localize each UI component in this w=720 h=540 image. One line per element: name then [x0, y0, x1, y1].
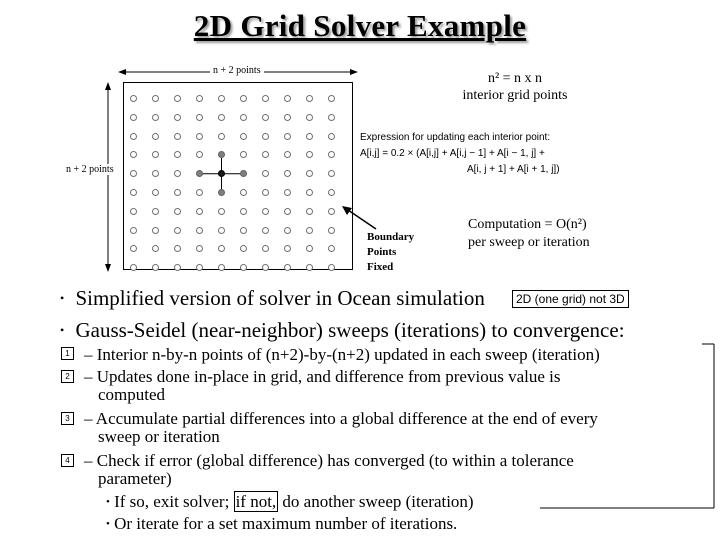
- grid-point: [284, 227, 291, 234]
- grid-point: [130, 227, 137, 234]
- grid-point: [240, 114, 247, 121]
- n2-label: [445, 70, 585, 104]
- bullet-gauss-seidel-text: Gauss-Seidel (near-neighbor) sweeps (iterations) to convergence:: [75, 318, 625, 342]
- grid-point: [240, 133, 247, 140]
- n2-line1: n² = n x n: [487, 71, 543, 86]
- grid-point: [196, 227, 203, 234]
- grid-point: [174, 208, 181, 215]
- left-dimension-arrow: [100, 82, 116, 272]
- side-bracket: [540, 340, 720, 540]
- formula-heading: Expression for updating each interior point:: [360, 132, 551, 143]
- grid-point: [262, 95, 269, 102]
- grid-point: [152, 114, 159, 121]
- computation-line1: Computation = O(n²): [468, 217, 587, 232]
- boundary-line1: Boundary: [367, 231, 415, 243]
- grid-point: [240, 227, 247, 234]
- boundary-line2: Points: [367, 246, 397, 258]
- left-dimension-label: n + 2 points: [66, 164, 114, 175]
- grid-point: [130, 208, 137, 215]
- grid-point: [196, 95, 203, 102]
- grid-point: [328, 189, 335, 196]
- grid-point: [306, 208, 313, 215]
- step-number-1: 1: [61, 347, 74, 360]
- grid-point: [174, 95, 181, 102]
- step-4: [84, 450, 574, 489]
- computation-line2: per sweep or iteration: [468, 235, 590, 250]
- grid-point: [218, 133, 225, 140]
- subpoint-dot: •: [106, 496, 110, 508]
- grid-point: [306, 133, 313, 140]
- grid-point: [328, 208, 335, 215]
- grid-point: [196, 189, 203, 196]
- grid-point: [174, 114, 181, 121]
- subpoint-exit-pre: If so, exit solver;: [114, 492, 230, 511]
- step-2-line1: – Updates done in-place in grid, and difference from previous value is: [84, 367, 561, 386]
- grid-point: [196, 133, 203, 140]
- subpoint-dot: •: [106, 518, 110, 530]
- grid-point: [152, 133, 159, 140]
- grid-point: [262, 133, 269, 140]
- computation-note: [468, 216, 590, 252]
- update-formula: [360, 130, 570, 178]
- grid-point: [306, 227, 313, 234]
- step-3-line2: sweep or iteration: [98, 427, 220, 446]
- step-3-line1: – Accumulate partial differences into a global difference at the end of every: [84, 409, 598, 428]
- formula-line2: A[i, j + 1] + A[i + 1, j]): [467, 164, 560, 175]
- grid-point: [306, 95, 313, 102]
- step-2: [84, 366, 560, 405]
- grid-point: [306, 189, 313, 196]
- grid-point: [174, 227, 181, 234]
- grid-point: [284, 189, 291, 196]
- grid-point: [196, 208, 203, 215]
- grid-point: [328, 227, 335, 234]
- bullet-gauss-seidel: [60, 318, 625, 342]
- grid-point: [284, 95, 291, 102]
- grid-point: [130, 189, 137, 196]
- boundary-line3: Fixed: [367, 261, 394, 273]
- subpoint-iterate-text: Or iterate for a set maximum number of iterations.: [114, 514, 458, 533]
- grid-point: [284, 133, 291, 140]
- grid-point: [284, 114, 291, 121]
- grid-point: [174, 189, 181, 196]
- top-dimension-label: n + 2 points: [210, 65, 264, 76]
- n2-line2: interior grid points: [462, 88, 568, 103]
- grid-point: [152, 208, 159, 215]
- grid-point: [262, 114, 269, 121]
- grid-point: [306, 114, 313, 121]
- grid-point: [328, 133, 335, 140]
- grid-point: [152, 189, 159, 196]
- 2d-grid-tag: 2D (one grid) not 3D: [512, 290, 629, 308]
- grid-point: [262, 227, 269, 234]
- grid-point: [262, 189, 269, 196]
- step-1: – Interior n-by-n points of (n+2)-by-(n+2) updated in each sweep (iteration): [84, 345, 600, 364]
- step-number-2: 2: [61, 370, 74, 383]
- grid-point: [240, 95, 247, 102]
- grid-point: [130, 114, 137, 121]
- if-not-highlight: if not,: [235, 492, 277, 511]
- boundary-label: [367, 230, 414, 275]
- step-3: [84, 408, 598, 447]
- step-4-line1: – Check if error (global difference) has converged (to within a tolerance: [84, 451, 574, 470]
- step-number-3: 3: [61, 412, 74, 425]
- bullet-ocean: [60, 286, 485, 310]
- grid-point: [218, 208, 225, 215]
- bullet-dot: •: [60, 291, 65, 305]
- grid-point: [328, 114, 335, 121]
- step-2-line2: computed: [98, 385, 166, 404]
- step-number-4: 4: [61, 454, 74, 467]
- grid-point: [218, 95, 225, 102]
- grid-point: [174, 133, 181, 140]
- grid-point: [130, 133, 137, 140]
- grid-point: [130, 95, 137, 102]
- subpoint-exit: [106, 491, 474, 513]
- grid-point: [218, 114, 225, 121]
- grid-point: [328, 95, 335, 102]
- bullet-ocean-text: Simplified version of solver in Ocean simulation: [75, 286, 485, 310]
- grid-point: [196, 114, 203, 121]
- grid-point: [152, 95, 159, 102]
- grid-point: [218, 189, 225, 196]
- grid-point: [240, 208, 247, 215]
- step-4-line2: parameter): [98, 469, 172, 488]
- slide-title: 2D Grid Solver Example: [193, 8, 527, 43]
- grid-point: [284, 208, 291, 215]
- grid-point: [152, 227, 159, 234]
- grid-point: [262, 208, 269, 215]
- subpoint-exit-post: do another sweep (iteration): [282, 492, 474, 511]
- grid-point: [240, 189, 247, 196]
- grid-point: [218, 227, 225, 234]
- formula-line1: A[i,j] = 0.2 × (A[i,j] + A[i,j − 1] + A[i − 1, j] +: [360, 148, 545, 159]
- subpoint-iterate: [106, 513, 457, 535]
- bullet-dot: •: [60, 323, 65, 337]
